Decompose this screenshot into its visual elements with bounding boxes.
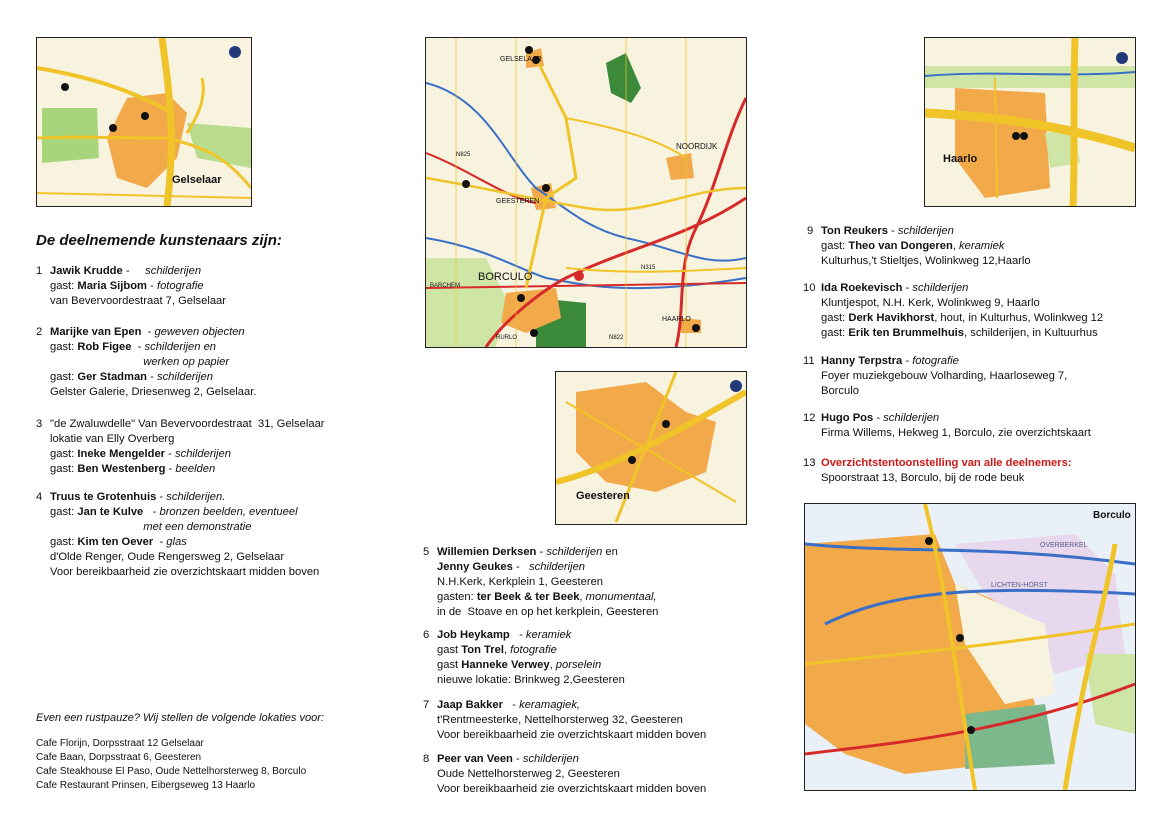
artist-entry-2 (36, 325, 257, 400)
entry-text: gast: (50, 463, 78, 475)
entry-text: , (952, 240, 960, 252)
entry-text: - (509, 629, 526, 641)
entry-text: Gelster Galerie, Driesenweg 2, Gelselaar. (50, 386, 257, 398)
entry-number: 12 (803, 412, 816, 424)
entry-text: gast: (821, 327, 849, 339)
entry-number: 9 (807, 225, 814, 237)
entry-text: gast (437, 644, 462, 656)
artist-entry-6 (423, 628, 625, 688)
entry-line (50, 340, 256, 355)
entry-text: , (579, 591, 586, 603)
entry-line (437, 605, 658, 620)
entry-text: Jenny Geukes (437, 561, 513, 573)
artist-entry-3 (36, 417, 325, 477)
entry-text: lokatie van Elly Overberg (50, 433, 175, 445)
entry-text: - (536, 546, 547, 558)
artist-entry-8 (423, 752, 707, 797)
entry-line (50, 385, 256, 400)
entry-text: Hugo Pos (821, 412, 874, 424)
entry-number: 1 (36, 265, 43, 277)
entry-line (821, 411, 1091, 426)
entry-text (50, 521, 143, 533)
entry-line (821, 254, 1031, 269)
entry-text: Oude Nettelhorsterweg 2, Geesteren (437, 768, 620, 780)
entry-text: schilderijen (529, 561, 586, 573)
entry-line (50, 325, 256, 340)
entry-text: schilderijen (883, 412, 940, 424)
entry-text: porselein (555, 659, 602, 671)
entry-text: Marijke van Epen (50, 326, 142, 338)
entry-number: 7 (423, 699, 430, 711)
entry-text: schilderijen (522, 753, 579, 765)
entry-text: - (873, 412, 884, 424)
entry-line (50, 550, 319, 565)
entry-line (50, 447, 325, 462)
map-geesteren (555, 371, 747, 525)
entry-text: Ben Westenberg (77, 463, 166, 475)
entry-line (50, 279, 226, 294)
artist-entry-9 (807, 224, 1031, 269)
entry-line (437, 643, 625, 658)
entry-text: d'Olde Renger, Oude Rengersweg 2, Gelselaar (50, 551, 285, 563)
entry-line (437, 752, 706, 767)
entry-text: Firma Willems, Hekweg 1, Borculo, zie overzichtskaart (821, 427, 1091, 439)
entry-text: gasten: (437, 591, 477, 603)
overview-label-barchem: BARCHEM (430, 283, 461, 289)
entry-text: bronzen beelden, eventueel (159, 506, 298, 518)
entry-line (50, 462, 325, 477)
map-gelselaar-label: Gelselaar (172, 174, 222, 186)
entry-line (821, 326, 1103, 341)
rest-item: Cafe Restaurant Prinsen, Eibergseweg 13 Haarlo (36, 780, 256, 791)
entry-text: Foyer muziekgebouw Volharding, Haarloseweg 7, (821, 370, 1068, 382)
entry-text: - (147, 371, 157, 383)
entry-number: 10 (803, 282, 816, 294)
overview-label-rurlo: RURLO (496, 335, 518, 341)
entry-text: schilderijen en (144, 341, 217, 353)
entry-text: - (156, 491, 167, 503)
map-geesteren-label: Geesteren (576, 490, 630, 502)
entry-text: Ton Reukers (821, 225, 888, 237)
overview-road-n822: N822 (609, 335, 624, 341)
entry-line (50, 565, 319, 580)
entry-line (50, 535, 319, 550)
map-borculo-area-overberkel: OVERBERKEL (1040, 542, 1088, 549)
entry-text: - (512, 753, 523, 765)
entry-text: Jaap Bakker (437, 699, 503, 711)
entry-text: Voor bereikbaarheid zie overzichtskaart midden boven (437, 729, 707, 741)
artist-entry-12 (803, 411, 1091, 441)
entry-line (50, 520, 319, 535)
entry-text: Erik ten Brummelhuis (848, 327, 965, 339)
entry-text: schilderijen (912, 282, 969, 294)
entry-line (50, 370, 256, 385)
entry-text: N.H.Kerk, Kerkplein 1, Geesteren (437, 576, 604, 588)
artist-entry-4 (36, 490, 320, 580)
entry-line (50, 294, 226, 309)
entry-line (50, 505, 319, 520)
map-haarlo (924, 37, 1136, 207)
entry-text: - (902, 355, 913, 367)
entry-line (821, 426, 1091, 441)
entry-line (50, 355, 256, 370)
overview-label-noordijk: NOORDIJK (676, 142, 718, 151)
entry-text: keramiek (525, 629, 572, 641)
entry-line (821, 311, 1103, 326)
entry-text: Peer van Veen (437, 753, 513, 765)
entry-text: schilderijen. (166, 491, 226, 503)
entry-text: Kluntjespot, N.H. Kerk, Wolinkweg 9, Haarlo (821, 297, 1040, 309)
entry-text: Theo van Dongeren (848, 240, 953, 252)
entry-text: glas (166, 536, 187, 548)
entry-line (437, 590, 658, 605)
entry-line (50, 490, 319, 505)
entry-line (437, 673, 625, 688)
entry-text: gast: (50, 280, 78, 292)
entry-text: - (122, 265, 146, 277)
entry-text: met een demonstratie (143, 521, 252, 533)
entry-text: keramiek (959, 240, 1005, 252)
entry-text: fotografie (510, 644, 557, 656)
entry-text (50, 356, 143, 368)
entry-text: Derk Havikhorst (848, 312, 935, 324)
entry-text: Voor bereikbaarheid zie overzichtskaart midden boven (437, 783, 707, 795)
entry-line (437, 545, 658, 560)
overview-label-borculo: BORCULO (478, 271, 533, 283)
entry-text: gast (437, 659, 462, 671)
entry-text: , (503, 644, 511, 656)
entry-number: 11 (803, 355, 815, 367)
entry-text: werken op papier (143, 356, 230, 368)
entry-number: 3 (36, 418, 43, 430)
entry-text: Kulturhus,'t Stieltjes, Wolinkweg 12,Haarlo (821, 255, 1031, 267)
entry-text: fotografie (156, 280, 204, 292)
overview-label-geesteren: GEESTEREN (496, 198, 540, 205)
entry-text: Kim ten Oever (77, 536, 154, 548)
entry-text: Jan te Kulve (77, 506, 144, 518)
entry-text: Hanny Terpstra (821, 355, 903, 367)
entry-text: schilderijen (156, 371, 213, 383)
entry-text: Job Heykamp (437, 629, 510, 641)
entry-text: Spoorstraat 13, Borculo, bij de rode beuk (821, 472, 1025, 484)
entry-text: schilderijen (897, 225, 954, 237)
map-haarlo-label: Haarlo (943, 153, 978, 165)
entry-line (437, 658, 625, 673)
entry-text: , hout, in Kulturhus, Wolinkweg 12 (934, 312, 1104, 324)
entry-text: - (147, 280, 157, 292)
entry-line (821, 384, 1067, 399)
entry-text: Maria Sijbom (77, 280, 148, 292)
entry-line (821, 224, 1031, 239)
entry-text: van Bevervoordestraat 7, Gelselaar (50, 295, 226, 307)
artist-entry-7 (423, 698, 707, 743)
entry-text: Voor bereikbaarheid zie overzichtskaart midden boven (50, 566, 320, 578)
entry-text: gast: (821, 312, 849, 324)
entry-text: keramagiek, (519, 699, 581, 711)
entry-text: "de Zwaluwdelle" Van Bevervoordestraat 31, Gelselaar (50, 418, 325, 430)
entry-text: monumentaal, (585, 591, 657, 603)
entry-line (50, 264, 226, 279)
entry-text: schilderijen (546, 546, 603, 558)
entry-text: beelden (175, 463, 216, 475)
entry-line (437, 575, 658, 590)
map-borculo-area-lichtenhorst: LICHTEN-HORST (991, 582, 1048, 589)
entry-text: schilderijen (145, 265, 202, 277)
entry-text: - (902, 282, 913, 294)
entry-line (437, 628, 625, 643)
entry-text: - (141, 326, 155, 338)
entry-line (437, 728, 706, 743)
overview-label-haarlo: HAARLO (662, 316, 691, 323)
rest-item: Cafe Florijn, Dorpsstraat 12 Gelselaar (36, 738, 204, 749)
map-overview (425, 37, 747, 348)
entry-text: t'Rentmeesterke, Nettelhorsterweg 32, Geesteren (437, 714, 683, 726)
rest-item: Cafe Steakhouse El Paso, Oude Nettelhorsterweg 8, Borculo (36, 766, 307, 777)
entry-text: , schilderijen, in Kultuurhus (964, 327, 1098, 339)
entry-text: - (165, 448, 175, 460)
entry-text: in de Stoave en op het kerkplein, Geesteren (437, 606, 659, 618)
entry-text: gast: (50, 536, 78, 548)
entry-line (821, 239, 1031, 254)
entry-text: Borculo (821, 385, 859, 397)
entry-text: , (549, 659, 556, 671)
entry-line (821, 456, 1072, 471)
entry-text: Ton Trel (461, 644, 504, 656)
entry-number: 2 (36, 326, 43, 338)
entry-text: Truus te Grotenhuis (50, 491, 157, 503)
entry-text: geweven objecten (154, 326, 245, 338)
entry-text: Ger Stadman (77, 371, 148, 383)
entry-text: Hanneke Verwey (461, 659, 550, 671)
entry-text: Rob Figee (77, 341, 132, 353)
entry-line (437, 713, 706, 728)
entry-text: gast: (50, 506, 78, 518)
entry-line (437, 560, 658, 575)
artist-entry-13 (803, 456, 1072, 486)
entry-text: Ida Roekevisch (821, 282, 903, 294)
entry-line (821, 296, 1103, 311)
entry-text: - (131, 341, 145, 353)
entry-text: - (502, 699, 520, 711)
entry-line (821, 369, 1067, 384)
rest-section (36, 711, 324, 793)
entry-text: gast: (50, 448, 78, 460)
entry-text: nieuwe lokatie: Brinkweg 2,Geesteren (437, 674, 625, 686)
entry-text: - (153, 536, 167, 548)
artist-entry-1 (36, 264, 226, 309)
entry-text: en (602, 546, 618, 558)
entry-number: 13 (803, 457, 816, 469)
overview-label-gelselaar: GELSELAAR (500, 56, 542, 63)
entry-number: 4 (36, 491, 43, 503)
entry-number: 5 (423, 546, 430, 558)
entry-line (821, 281, 1103, 296)
entry-text: Ineke Mengelder (77, 448, 166, 460)
artist-entry-11 (803, 354, 1068, 399)
entry-line (437, 782, 706, 797)
entry-text: - (165, 463, 176, 475)
entry-text: Willemien Derksen (437, 546, 537, 558)
entry-text: - (512, 561, 530, 573)
entry-text: - (143, 506, 160, 518)
entry-line (437, 698, 706, 713)
entry-line (50, 432, 325, 447)
entry-number: 6 (423, 629, 430, 641)
entry-number: 8 (423, 753, 430, 765)
map-gelselaar (36, 37, 252, 207)
artists-heading: De deelnemende kunstenaars zijn: (36, 232, 282, 249)
entry-line (50, 417, 325, 432)
rest-item: Cafe Baan, Dorpsstraat 6, Geesteren (36, 752, 202, 763)
entry-line (821, 471, 1072, 486)
entry-text: Jawik Krudde (50, 265, 123, 277)
overview-road-n315: N315 (641, 265, 656, 271)
map-borculo-label: Borculo (1093, 510, 1131, 521)
map-borculo (804, 503, 1136, 791)
entry-text: - (887, 225, 898, 237)
entry-text: gast: (50, 371, 78, 383)
overview-road-n825: N825 (456, 152, 471, 158)
entry-text: fotografie (912, 355, 959, 367)
entry-line (821, 354, 1067, 369)
rest-title: Even een rustpauze? Wij stellen de volgende lokaties voor: (36, 712, 324, 724)
entry-text: gast: (821, 240, 849, 252)
entry-text: gast: (50, 341, 78, 353)
entry-text: ter Beek & ter Beek (476, 591, 580, 603)
artist-entry-5 (423, 545, 659, 620)
entry-line (437, 767, 706, 782)
entry-text: Overzichtstentoonstelling van alle deelnemers: (821, 457, 1072, 469)
entry-text: schilderijen (175, 448, 231, 460)
artist-entry-10 (803, 281, 1104, 341)
